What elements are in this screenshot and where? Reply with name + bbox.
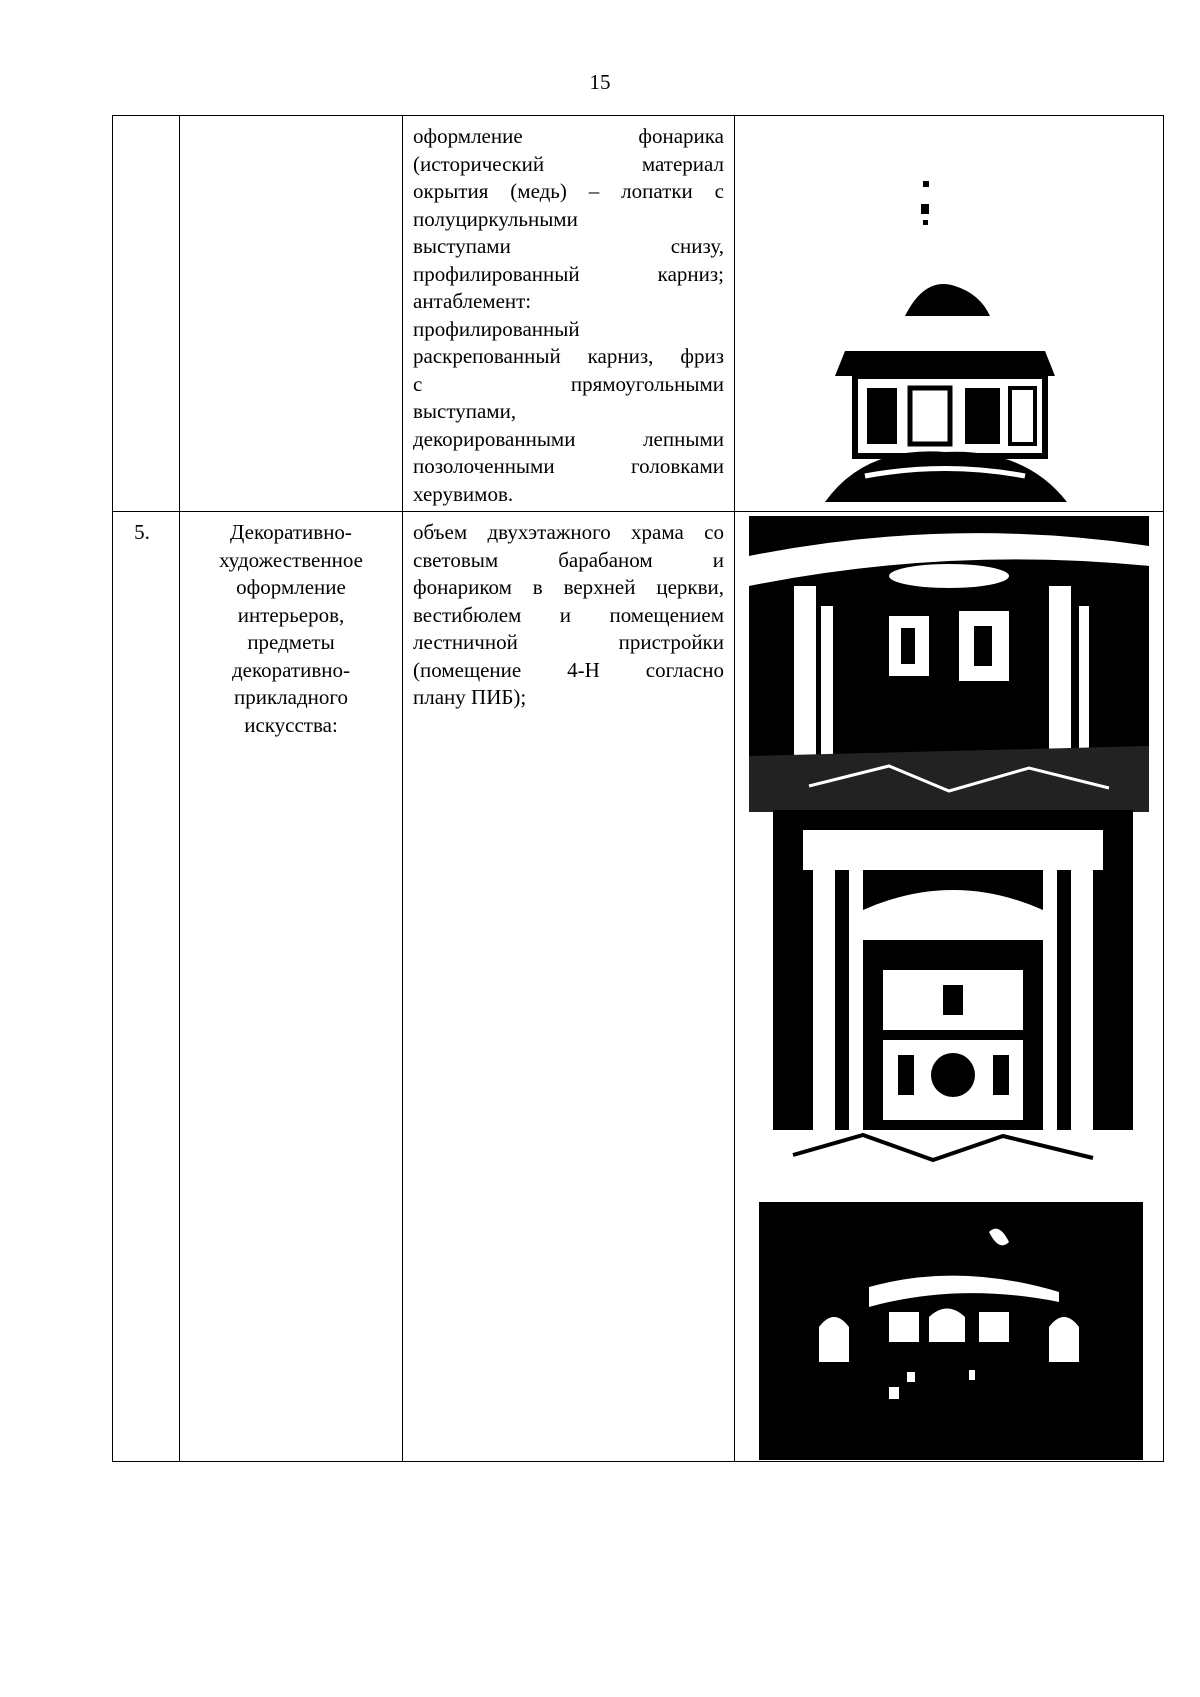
heritage-table — [112, 115, 1164, 1462]
description-line: выступами, — [413, 399, 517, 423]
description-line: херувимов. — [413, 481, 514, 506]
object-name-line: Декоративно- — [230, 520, 352, 544]
description-line: профилированный карниз; — [413, 261, 724, 286]
object-name-line: оформление — [236, 575, 346, 599]
row-number-cell — [113, 116, 180, 512]
interior-photo-2 — [773, 810, 1133, 1175]
description-line: выступами снизу, — [413, 234, 724, 258]
object-name-line: декоративно- — [232, 657, 350, 682]
page-number: 15 — [589, 70, 611, 94]
description-line: антаблемент: — [413, 289, 532, 313]
description-line: раскрепованный карниз, фриз — [413, 344, 724, 368]
description-line: объем двухэтажного храма со — [413, 520, 724, 544]
description-line: (помещение 4-Н согласно — [413, 657, 724, 682]
description-line: плану ПИБ); — [413, 685, 527, 709]
object-name — [180, 512, 402, 739]
object-name-line: искусства: — [244, 712, 338, 737]
object-name-line: художественное — [219, 547, 363, 572]
description-line: профилированный — [413, 316, 580, 341]
description-line: с прямоугольными — [413, 371, 724, 396]
description-cell — [403, 512, 735, 1462]
interior-photo-3 — [759, 1202, 1143, 1460]
object-name-line: предметы — [247, 630, 335, 654]
table-row — [113, 512, 1164, 1462]
description-line: фонариком в верхней церкви, — [413, 575, 724, 599]
row-number — [113, 116, 179, 123]
description-line: окрытия (медь) – лопатки с — [413, 179, 724, 203]
description-line: вестибюлем и помещением — [413, 602, 724, 627]
description-line: декорированными лепными — [413, 426, 724, 451]
lantern-dome-photo — [805, 176, 1085, 502]
row-number: 5. — [134, 520, 150, 544]
description-text — [403, 512, 734, 712]
description-text — [403, 116, 734, 508]
photo-cell — [735, 512, 1164, 1462]
object-name-line: прикладного — [234, 685, 348, 709]
row-number-cell — [113, 512, 180, 1462]
object-name-line: интерьеров, — [237, 602, 345, 627]
description-line: позолоченными головками — [413, 454, 724, 478]
description-line: световым барабаном и — [413, 547, 724, 572]
photo-cell — [735, 116, 1164, 512]
description-line: полуциркульными — [413, 206, 578, 231]
object-name-cell — [180, 512, 403, 1462]
object-name-cell — [180, 116, 403, 512]
description-line: оформление фонарика — [413, 124, 724, 148]
description-cell — [403, 116, 735, 512]
table-row — [113, 116, 1164, 512]
interior-photo-1 — [749, 516, 1149, 812]
description-line: лестничной пристройки — [413, 630, 724, 654]
description-line: (исторический материал — [413, 151, 724, 176]
